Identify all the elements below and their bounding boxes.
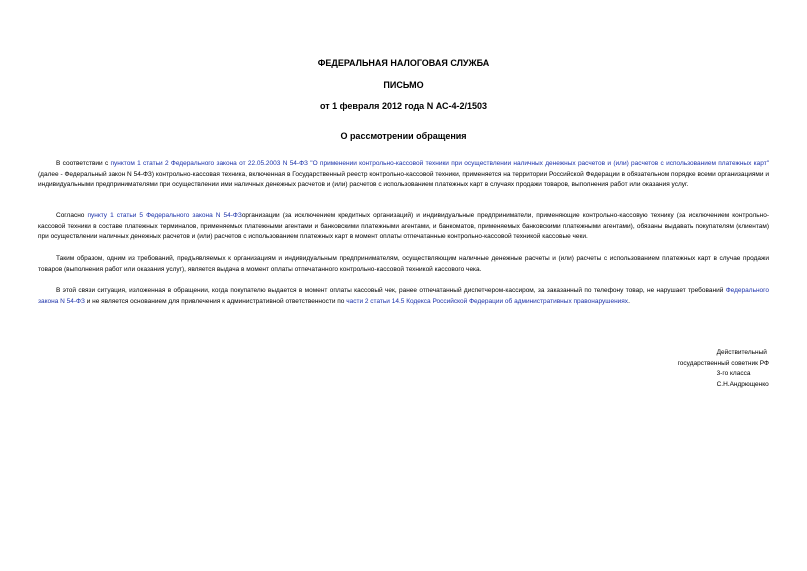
paragraph-4-text-2: и не является основанием для привлечения к административной ответственности по xyxy=(84,297,347,305)
signature-rank-line-3: 3-го класса xyxy=(716,370,751,378)
paragraph-1-text-2: (далее - Федеральный закон N 54-ФЗ) контрольно-кассовая техника, включенная в Государственный реестр контрольно-кассовой техники, применяется на территории Российской Федерации в обязательном порядке всеми организациями и индивидуальными предпринимателями при осуществлении ими наличных денежных расчетов и (или) расчетов с использованием платежных карт в случаях продажи товаров, выполнения работ или оказания услуг. xyxy=(38,170,769,188)
document-type: ПИСЬМО xyxy=(383,80,424,90)
paragraph-1 xyxy=(38,159,769,191)
document-date-number: от 1 февраля 2012 года N АС-4-2/1503 xyxy=(319,101,487,111)
paragraph-1-text-1: В соответствии с xyxy=(56,160,111,167)
paragraph-3 xyxy=(38,254,769,275)
koap-article-14-5-link[interactable]: части 2 статьи 14.5 Кодекса Российской Федерации об административных правонарушениях xyxy=(346,297,629,305)
law-54fz-article-5-link[interactable]: пункту 1 статьи 5 Федерального закона N 54-ФЗ xyxy=(87,212,242,219)
paragraph-2-text-2: организации (за исключением кредитных организаций) и индивидуальные предприниматели, применяющие контрольно-кассовую технику (за исключением контрольно-кассовой техники в составе платежных терминалов, применяемых платежными агентами и банковскими платежными агентами, и банкоматов, применяемых банковскими платежными агентами), обязаны выдавать покупателям (клиентам) при осуществлении наличных денежных расчетов и (или) расчетов с использованием платежных карт в момент оплаты отпечатанные контрольно-кассовой техникой кассовые чеки. xyxy=(38,212,769,240)
paragraph-4-text-3: . xyxy=(628,297,630,305)
law-54fz-article-2-link[interactable]: пунктом 1 статьи 2 Федерального закона от 22.05.2003 N 54-ФЗ "О применении контрольно-кассовой техники при осуществлении наличных денежных расчетов и (или) расчетов с использованием платежных карт" xyxy=(110,160,770,167)
signature-rank-line-1: Действительный xyxy=(716,349,767,356)
paragraph-2-text-1: Согласно xyxy=(56,212,88,219)
issuing-organization: ФЕДЕРАЛЬНАЯ НАЛОГОВАЯ СЛУЖБА xyxy=(317,58,490,68)
paragraph-4-text-1: В этой связи ситуация, изложенная в обращении, когда покупателю выдается в момент оплаты кассовый чек, ранее отпечатанный диспетчером-кассиром, за заказанный по телефону товар, не нарушает требований xyxy=(56,287,726,294)
signature-rank-line-2: государственный советник РФ xyxy=(677,359,769,367)
document-subject: О рассмотрении обращения xyxy=(340,131,467,141)
law-54fz-link[interactable]: Федерального закона N 54-ФЗ xyxy=(38,287,769,305)
paragraph-3-text-1: Таким образом, одним из требований, предъявляемых к организациям и индивидуальным предпринимателям, осуществляющим наличные денежные расчеты и (или) расчеты с использованием платежных карт в случае продажи товаров (выполнения работ или оказания услуг), является выдача в момент оплаты отпечатанного контрольно-кассовой техникой кассового чека. xyxy=(38,255,769,273)
signature-name: С.Н.Андрющенко xyxy=(716,380,769,388)
paragraph-2 xyxy=(38,211,769,243)
paragraph-4 xyxy=(38,286,769,307)
signature-block xyxy=(678,348,769,390)
